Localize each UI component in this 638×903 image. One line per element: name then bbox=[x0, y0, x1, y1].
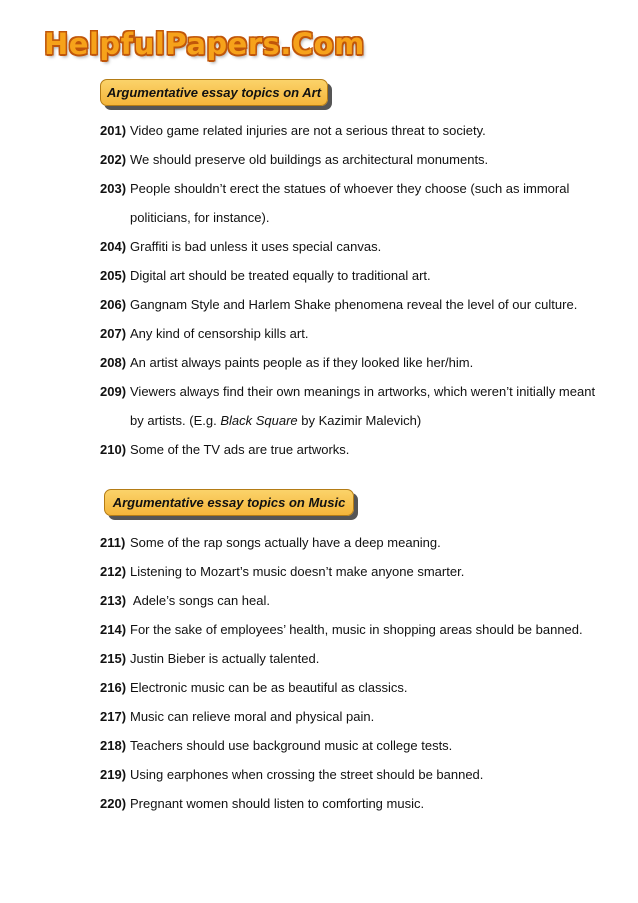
item-text: Teachers should use background music at college tests. bbox=[130, 738, 453, 753]
item-number: 208) bbox=[100, 355, 127, 370]
section-heading-music: Argumentative essay topics on Music bbox=[104, 489, 354, 516]
list-item bbox=[100, 442, 600, 458]
item-number: 203) bbox=[100, 181, 127, 196]
item-number: 209) bbox=[100, 384, 127, 399]
item-text: Electronic music can be as beautiful as classics. bbox=[130, 680, 408, 695]
list-item bbox=[100, 355, 600, 371]
list-item bbox=[100, 709, 600, 725]
item-number: 219) bbox=[100, 767, 127, 782]
artwork-title: Black Square bbox=[220, 413, 298, 428]
item-text: We should preserve old buildings as architectural monuments. bbox=[130, 152, 489, 167]
helpfulpapers-logo: HelpfulPapers.Com bbox=[44, 27, 365, 61]
list-item bbox=[100, 152, 600, 168]
item-number: 211) bbox=[100, 535, 126, 550]
item-number: 213) bbox=[100, 593, 127, 608]
item-continuation: politicians, for instance). bbox=[130, 210, 270, 225]
list-item bbox=[100, 680, 600, 696]
item-text: Justin Bieber is actually talented. bbox=[130, 651, 320, 666]
item-number: 207) bbox=[100, 326, 127, 341]
list-item bbox=[100, 326, 600, 342]
list-item bbox=[100, 738, 600, 754]
item-number: 220) bbox=[100, 796, 127, 811]
item-text: Using earphones when crossing the street should be banned. bbox=[130, 767, 484, 782]
item-number: 206) bbox=[100, 297, 127, 312]
list-item bbox=[100, 181, 600, 197]
list-item bbox=[100, 384, 600, 400]
item-text: Adele’s songs can heal. bbox=[130, 593, 270, 608]
item-number: 216) bbox=[100, 680, 127, 695]
item-number: 214) bbox=[100, 622, 127, 637]
item-text: Viewers always find their own meanings in artworks, which weren’t initially meant bbox=[130, 384, 596, 399]
item-text: Graffiti is bad unless it uses special canvas. bbox=[130, 239, 382, 254]
list-item bbox=[100, 535, 600, 551]
item-text: Music can relieve moral and physical pain. bbox=[130, 709, 375, 724]
item-text: Any kind of censorship kills art. bbox=[130, 326, 309, 341]
cont-text-pre: by artists. (E.g. bbox=[130, 413, 221, 428]
list-item bbox=[100, 297, 600, 313]
item-text: Video game related injuries are not a serious threat to society. bbox=[130, 123, 486, 138]
item-number: 217) bbox=[100, 709, 127, 724]
item-number: 205) bbox=[100, 268, 127, 283]
item-number: 215) bbox=[100, 651, 127, 666]
list-item bbox=[100, 239, 600, 255]
list-item bbox=[100, 123, 600, 139]
item-number: 201) bbox=[100, 123, 127, 138]
item-text: For the sake of employees’ health, music in shopping areas should be banned. bbox=[130, 622, 583, 637]
item-text: An artist always paints people as if they looked like her/him. bbox=[130, 355, 474, 370]
item-number: 210) bbox=[100, 442, 127, 457]
list-item bbox=[100, 268, 600, 284]
item-continuation bbox=[130, 413, 421, 429]
item-number: 218) bbox=[100, 738, 127, 753]
item-text: Some of the rap songs actually have a deep meaning. bbox=[130, 535, 441, 550]
item-text: Gangnam Style and Harlem Shake phenomena reveal the level of our culture. bbox=[130, 297, 578, 312]
item-number: 212) bbox=[100, 564, 127, 579]
item-text: People shouldn’t erect the statues of whoever they choose (such as immoral bbox=[130, 181, 570, 196]
list-item bbox=[100, 767, 600, 783]
item-text: Digital art should be treated equally to traditional art. bbox=[130, 268, 431, 283]
list-item bbox=[100, 622, 600, 638]
section-heading-art: Argumentative essay topics on Art bbox=[100, 79, 328, 106]
list-item bbox=[100, 593, 600, 609]
item-text: Pregnant women should listen to comforting music. bbox=[130, 796, 425, 811]
item-text: Some of the TV ads are true artworks. bbox=[130, 442, 350, 457]
list-item bbox=[100, 796, 600, 812]
item-text: Listening to Mozart’s music doesn’t make anyone smarter. bbox=[130, 564, 465, 579]
list-item bbox=[100, 564, 600, 580]
cont-text-post: by Kazimir Malevich) bbox=[297, 413, 422, 428]
item-number: 202) bbox=[100, 152, 127, 167]
item-number: 204) bbox=[100, 239, 127, 254]
list-item bbox=[100, 651, 600, 667]
